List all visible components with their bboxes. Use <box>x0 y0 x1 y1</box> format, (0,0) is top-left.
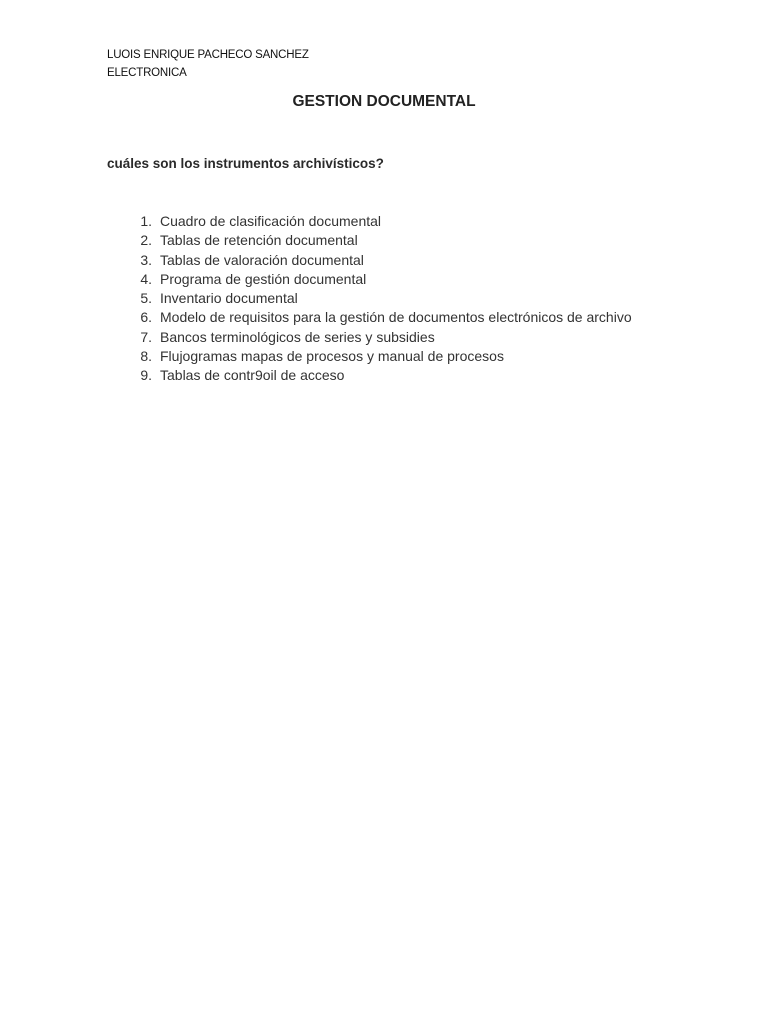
question-text: cuáles son los instrumentos archivísticos? <box>107 156 384 171</box>
list-item <box>120 308 632 327</box>
list-item-text: Cuadro de clasificación documental <box>160 213 382 229</box>
list-item-text: Inventario documental <box>160 290 298 307</box>
list-item <box>120 328 632 347</box>
list-item <box>120 347 632 366</box>
list-item <box>120 270 632 289</box>
list-item <box>120 366 632 385</box>
list-item-text: Flujogramas mapas de procesos y manual de procesos <box>160 348 504 365</box>
list-item <box>120 289 632 308</box>
list-item-number: 7. <box>140 328 152 345</box>
list-item-text: Programa de gestión documental <box>160 270 367 287</box>
list-item-text: Bancos terminológicos de series y subsidies <box>160 328 435 345</box>
list-item-text: Tablas de valoración documental <box>160 251 364 268</box>
document-title: GESTION DOCUMENTAL <box>292 93 476 110</box>
list-item <box>120 251 632 270</box>
list-item-number: 1. <box>140 213 152 229</box>
list-item-number: 3. <box>140 251 152 268</box>
author-block <box>107 46 309 82</box>
author-name: LUOIS ENRIQUE PACHECO SANCHEZ <box>107 49 309 61</box>
program-name: ELECTRONICA <box>107 67 187 79</box>
list-item-number: 8. <box>140 348 152 365</box>
list-item-number: 5. <box>140 290 152 307</box>
list-item <box>120 231 632 250</box>
list-item-text: Tablas de contr9oil de acceso <box>160 367 345 384</box>
list-item-number: 9. <box>140 367 152 384</box>
list-item <box>120 212 632 231</box>
list-item-number: 6. <box>140 309 152 326</box>
instrument-list <box>120 212 632 386</box>
list-item-text: Tablas de retención documental <box>160 232 358 249</box>
list-item-text: Modelo de requisitos para la gestión de documentos electrónicos de archivo <box>160 309 632 326</box>
list-item-number: 4. <box>140 270 152 287</box>
list-item-number: 2. <box>140 232 152 249</box>
